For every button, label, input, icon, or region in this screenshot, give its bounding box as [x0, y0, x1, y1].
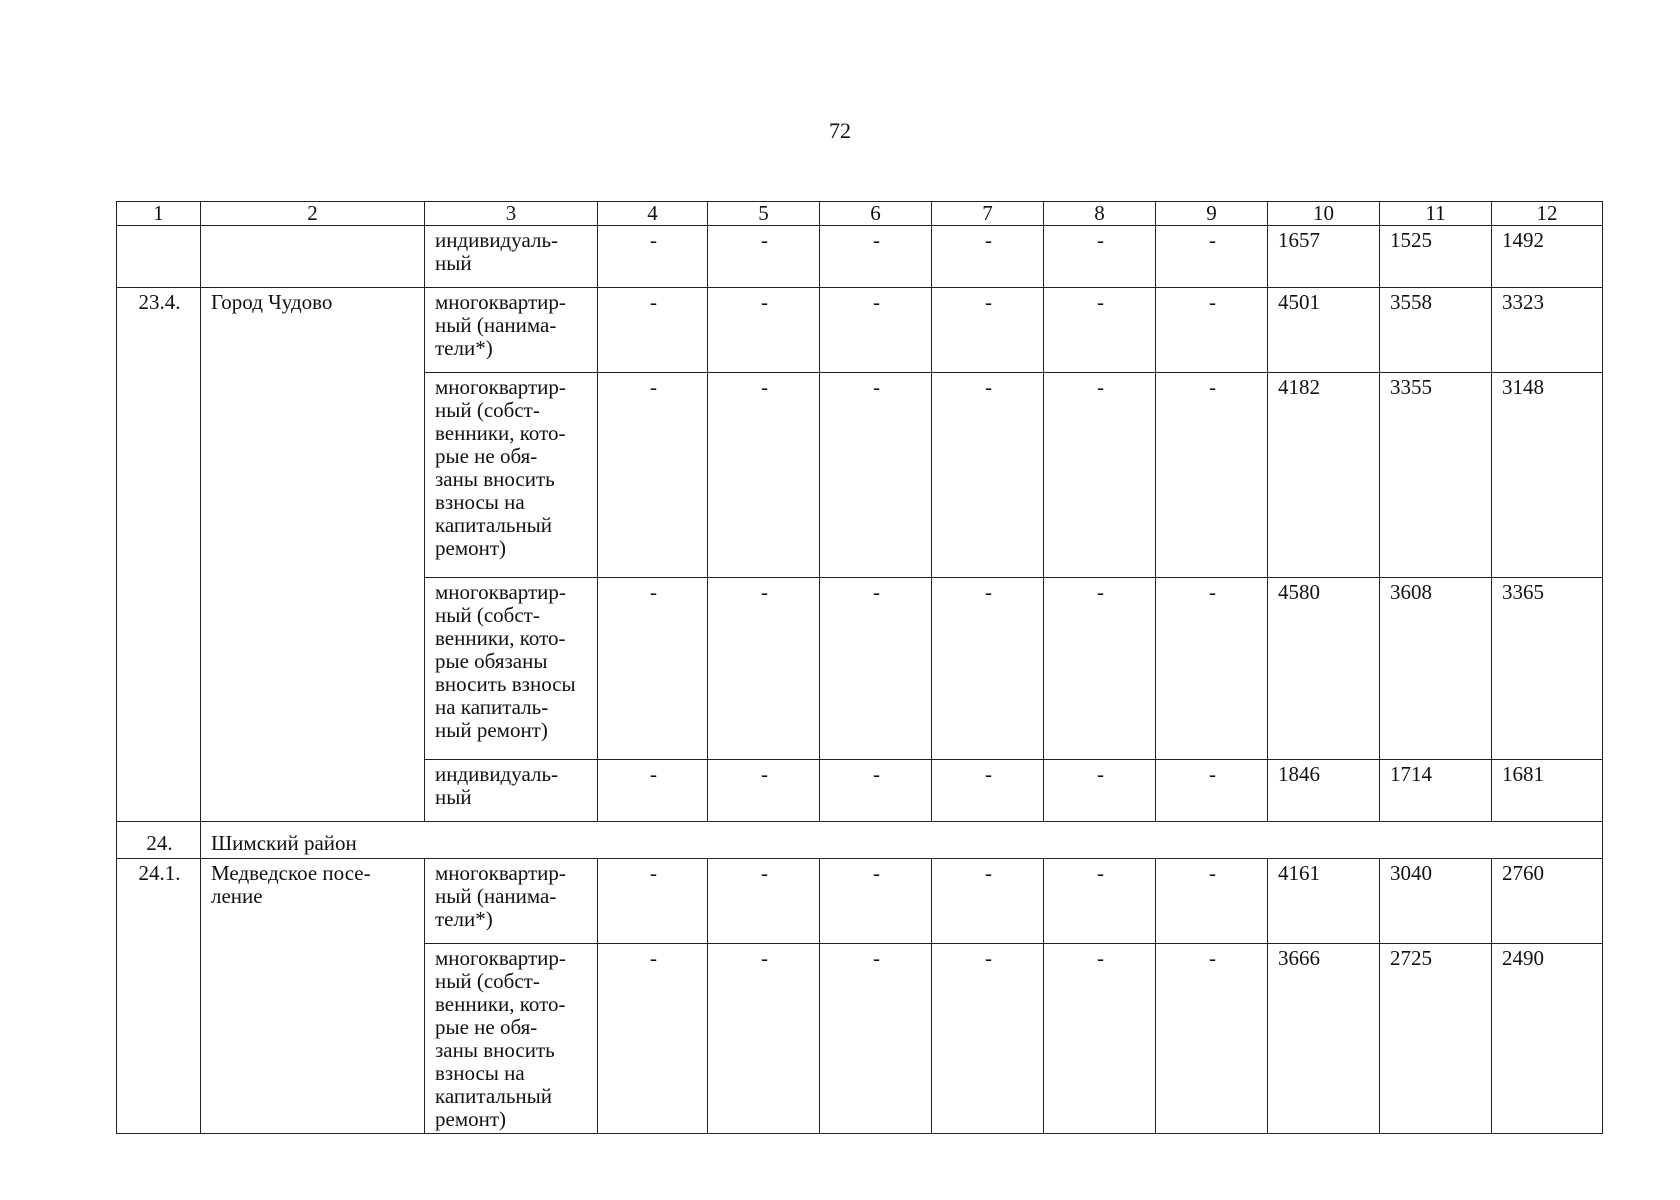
value-cell: - — [820, 944, 932, 1134]
value-cell-10: 1657 — [1268, 226, 1380, 288]
value-cell: - — [820, 226, 932, 288]
column-header: 4 — [598, 202, 708, 226]
page-number: 72 — [829, 118, 851, 143]
row-code: 23.4. — [117, 288, 201, 822]
value-cell: - — [932, 226, 1044, 288]
value-cell: - — [598, 373, 708, 578]
value-cell: - — [1044, 944, 1156, 1134]
value-cell-10: 4182 — [1268, 373, 1380, 578]
row-code: 24.1. — [117, 859, 201, 1134]
table-row — [117, 859, 1603, 944]
value-cell-12: 2760 — [1492, 859, 1603, 944]
value-cell: - — [932, 944, 1044, 1134]
housing-type: многоквартир- ный (собст- венники, кото- рые обязаны вносить взносы на капиталь- ный ремонт) — [425, 578, 598, 760]
value-cell: - — [1044, 288, 1156, 373]
value-cell: - — [598, 859, 708, 944]
value-cell-11: 3355 — [1380, 373, 1492, 578]
value-cell: - — [932, 578, 1044, 760]
value-cell: - — [708, 288, 820, 373]
value-cell: - — [1156, 288, 1268, 373]
housing-type: индивидуаль- ный — [425, 760, 598, 822]
housing-type: многоквартир- ный (собст- венники, кото- рые не обя- заны вносить взносы на капитальный ремонт) — [425, 944, 598, 1134]
value-cell-10: 4161 — [1268, 859, 1380, 944]
table-row — [117, 288, 1603, 373]
row-name: Медведское посе- ление — [201, 859, 425, 1134]
column-header: 6 — [820, 202, 932, 226]
value-cell: - — [1044, 760, 1156, 822]
value-cell-10: 3666 — [1268, 944, 1380, 1134]
value-cell: - — [820, 859, 932, 944]
value-cell: - — [598, 760, 708, 822]
value-cell-10: 4501 — [1268, 288, 1380, 373]
column-header: 9 — [1156, 202, 1268, 226]
value-cell: - — [708, 760, 820, 822]
value-cell-11: 1525 — [1380, 226, 1492, 288]
housing-type: многоквартир- ный (нанима- тели*) — [425, 859, 598, 944]
column-header: 12 — [1492, 202, 1603, 226]
value-cell: - — [932, 373, 1044, 578]
column-header: 11 — [1380, 202, 1492, 226]
value-cell-11: 3040 — [1380, 859, 1492, 944]
value-cell-11: 3608 — [1380, 578, 1492, 760]
value-cell: - — [1044, 226, 1156, 288]
housing-type: индивидуаль- ный — [425, 226, 598, 288]
column-header: 10 — [1268, 202, 1380, 226]
housing-type: многоквартир- ный (нанима- тели*) — [425, 288, 598, 373]
column-header: 1 — [117, 202, 201, 226]
value-cell: - — [708, 944, 820, 1134]
value-cell-12: 1492 — [1492, 226, 1603, 288]
value-cell: - — [932, 288, 1044, 373]
value-cell-10: 1846 — [1268, 760, 1380, 822]
value-cell: - — [708, 226, 820, 288]
value-cell: - — [708, 859, 820, 944]
value-cell: - — [820, 760, 932, 822]
housing-type: многоквартир- ный (собст- венники, кото- рые не обя- заны вносить взносы на капитальный ремонт) — [425, 373, 598, 578]
row-code — [117, 226, 201, 288]
value-cell: - — [708, 578, 820, 760]
column-header: 2 — [201, 202, 425, 226]
value-cell: - — [598, 578, 708, 760]
value-cell-12: 3323 — [1492, 288, 1603, 373]
data-table — [116, 201, 1603, 1134]
value-cell: - — [1044, 859, 1156, 944]
value-cell: - — [708, 373, 820, 578]
column-header: 5 — [708, 202, 820, 226]
value-cell-11: 3558 — [1380, 288, 1492, 373]
row-code: 24. — [117, 822, 201, 859]
value-cell-10: 4580 — [1268, 578, 1380, 760]
column-header: 3 — [425, 202, 598, 226]
value-cell: - — [1156, 226, 1268, 288]
value-cell-11: 1714 — [1380, 760, 1492, 822]
value-cell-12: 3148 — [1492, 373, 1603, 578]
value-cell: - — [598, 226, 708, 288]
value-cell: - — [932, 859, 1044, 944]
value-cell: - — [598, 944, 708, 1134]
value-cell: - — [820, 288, 932, 373]
row-name: Город Чудово — [201, 288, 425, 822]
value-cell: - — [598, 288, 708, 373]
value-cell: - — [820, 373, 932, 578]
value-cell: - — [1044, 578, 1156, 760]
district-row — [117, 822, 1603, 859]
district-name: Шимский район — [201, 822, 1603, 859]
row-name — [201, 226, 425, 288]
value-cell-12: 3365 — [1492, 578, 1603, 760]
value-cell-11: 2725 — [1380, 944, 1492, 1134]
column-header: 8 — [1044, 202, 1156, 226]
value-cell: - — [1156, 373, 1268, 578]
value-cell: - — [1044, 373, 1156, 578]
value-cell: - — [820, 578, 932, 760]
value-cell-12: 2490 — [1492, 944, 1603, 1134]
column-header: 7 — [932, 202, 1044, 226]
value-cell: - — [1156, 578, 1268, 760]
value-cell: - — [1156, 944, 1268, 1134]
value-cell: - — [1156, 760, 1268, 822]
value-cell-12: 1681 — [1492, 760, 1603, 822]
value-cell: - — [1156, 859, 1268, 944]
column-number-row — [117, 202, 1603, 226]
value-cell: - — [932, 760, 1044, 822]
table-row — [117, 226, 1603, 288]
